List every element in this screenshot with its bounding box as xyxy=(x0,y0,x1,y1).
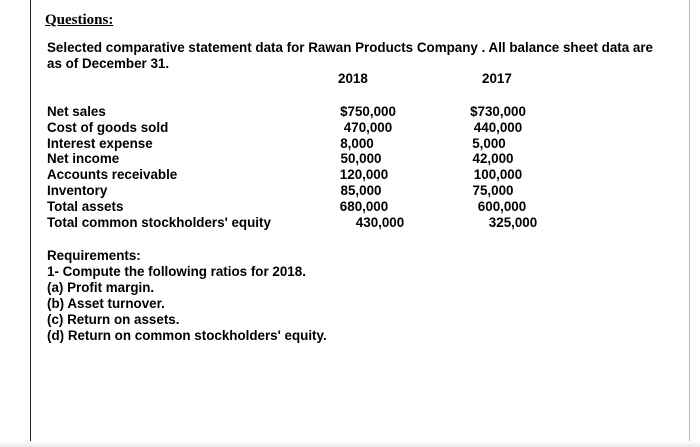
value-2017: 75,000 xyxy=(472,182,514,198)
item-label: Net sales xyxy=(47,104,106,119)
values-2018 xyxy=(308,104,428,230)
value-2018: 85,000 xyxy=(340,182,382,198)
bottom-edge xyxy=(0,441,700,447)
values-2017 xyxy=(438,104,558,230)
requirement-line: (d) Return on common stockholders' equity. xyxy=(47,328,327,343)
year-header-2018: 2018 xyxy=(338,71,368,86)
requirement-line: (c) Return on assets. xyxy=(47,312,180,327)
requirement-line: (b) Asset turnover. xyxy=(47,296,165,311)
value-2018: 470,000 xyxy=(343,119,393,135)
item-label: Net income xyxy=(47,151,120,167)
value-2018: $750,000 xyxy=(340,104,396,119)
value-2017: 100,000 xyxy=(473,167,523,183)
item-label: Cost of goods sold xyxy=(47,119,169,135)
value-2018: 430,000 xyxy=(355,214,405,230)
value-2017: $730,000 xyxy=(470,104,526,119)
requirements-block xyxy=(47,248,327,344)
value-2017: 600,000 xyxy=(477,198,527,214)
value-2018: 8,000 xyxy=(340,135,374,151)
item-label: Total common stockholders' equity xyxy=(47,214,271,230)
item-label: Inventory xyxy=(47,182,108,198)
value-2017: 5,000 xyxy=(472,135,506,151)
value-2018: 120,000 xyxy=(339,167,389,183)
year-header-2017: 2017 xyxy=(482,71,512,86)
value-2017: 325,000 xyxy=(488,214,538,230)
requirements-heading: Requirements: xyxy=(47,248,141,263)
value-2017: 440,000 xyxy=(473,119,523,135)
item-label: Accounts receivable xyxy=(47,167,178,183)
value-2017: 42,000 xyxy=(472,151,514,167)
item-label: Total assets xyxy=(47,198,124,214)
item-label: Interest expense xyxy=(47,135,153,151)
value-2018: 680,000 xyxy=(339,198,389,214)
item-labels xyxy=(47,104,271,230)
requirement-line: (a) Profit margin. xyxy=(47,280,155,295)
requirement-line: 1- Compute the following ratios for 2018. xyxy=(47,264,306,279)
questions-heading: Questions: xyxy=(45,12,114,28)
intro-text: Selected comparative statement data for Rawan Products Company . All balance sheet data are as of December 31. xyxy=(47,40,653,71)
value-2018: 50,000 xyxy=(340,151,382,167)
